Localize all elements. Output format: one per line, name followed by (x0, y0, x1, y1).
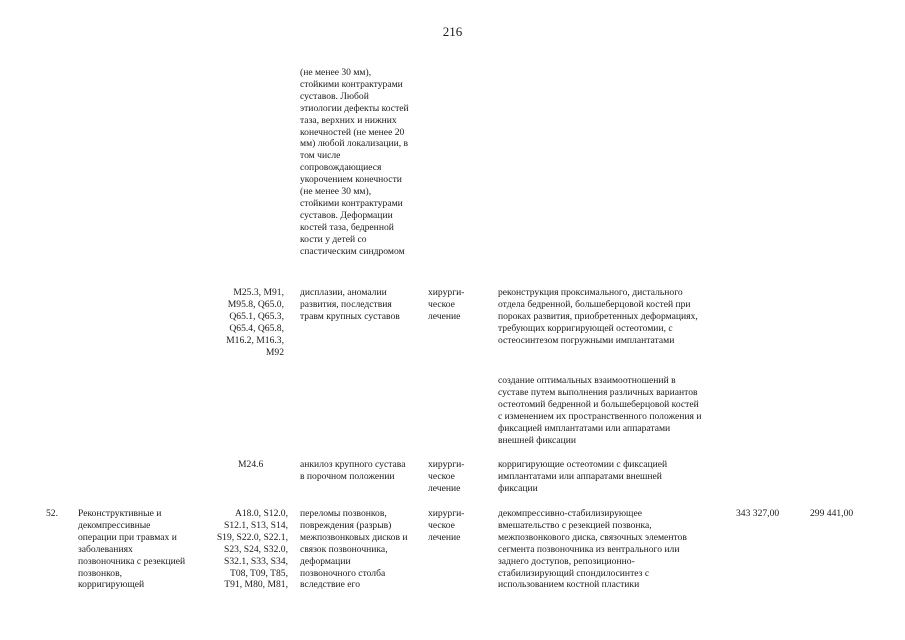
diagnosis: дисплазии, аномалии развития, последствия травм крупных суставов (300, 287, 400, 322)
icd-codes: A18.0, S12.0, S12.1, S13, S14, S19, S22.0, S22.1, S23, S24, S32.0, S32.1, S33, S34, T08, T09, T85, T91, M80, M81, (216, 508, 288, 591)
treatment-method: декомпрессивно-стабилизирующее вмешательство с резекцией позвонка, межпозвонкового диска, связочных элементов сегмента позвоночника из вентрального или заднего доступов, репозиционно- стабилизирующий спондилосинтез с использованием костной пластики (498, 508, 687, 591)
cost-value: 343 327,00 (736, 508, 780, 519)
treatment-method: реконструкция проксимального, дистального отдела бедренной, большеберцовой костей при пороках развития, приобретенных деформациях, требующих корригирующей остеотомии, с остеосинтезом погружными имплантатами (498, 287, 698, 346)
cost-value: 299 441,00 (810, 508, 854, 519)
treatment-method: создание оптимальных взаимоотношений в суставе путем выполнения различных вариантов остеотомий бедренной и большеберцовой костей с изменением их пространственного положения и фиксацией имплантатами или аппаратами внешней фиксации (498, 375, 702, 446)
care-type-name: Реконструктивные и декомпрессивные операции при травмах и заболеваниях позвоночника с резекцией позвонков, корригирующей (78, 508, 186, 591)
treatment-type: хирурги- ческое лечение (428, 508, 465, 543)
page-number: 216 (442, 24, 463, 39)
diagnosis: анкилоз крупного сустава в порочном положении (300, 459, 406, 482)
icd-codes: M24.6 (238, 459, 264, 470)
row-number: 52. (46, 508, 58, 519)
treatment-method: корригирующие остеотомии с фиксацией имплантатами или аппаратами внешней фиксации (498, 459, 668, 494)
diagnosis: переломы позвонков, повреждения (разрыв) межпозвонковых дисков и связок позвоночника, деформации позвоночного столба вследствие его (300, 508, 408, 591)
treatment-type: хирурги- ческое лечение (428, 287, 465, 322)
icd-codes: M25.3, M91, M95.8, Q65.0, Q65.1, Q65.3, Q65.4, Q65.8, M16.2, M16.3, M92 (226, 287, 284, 358)
treatment-type: хирурги- ческое лечение (428, 459, 465, 494)
diagnosis-continuation: (не менее 30 мм), стойкими контрактурами суставов. Любой этиологии дефекты костей таза, верхних и нижних конечностей (не менее 20 мм) любой локализации, в том числе сопровождающиеся укорочением конечности (не менее 30 мм), стойкими контрактурами суставов. Деформации костей таза, бедренной кости у детей со спастическим синдромом (300, 67, 409, 257)
